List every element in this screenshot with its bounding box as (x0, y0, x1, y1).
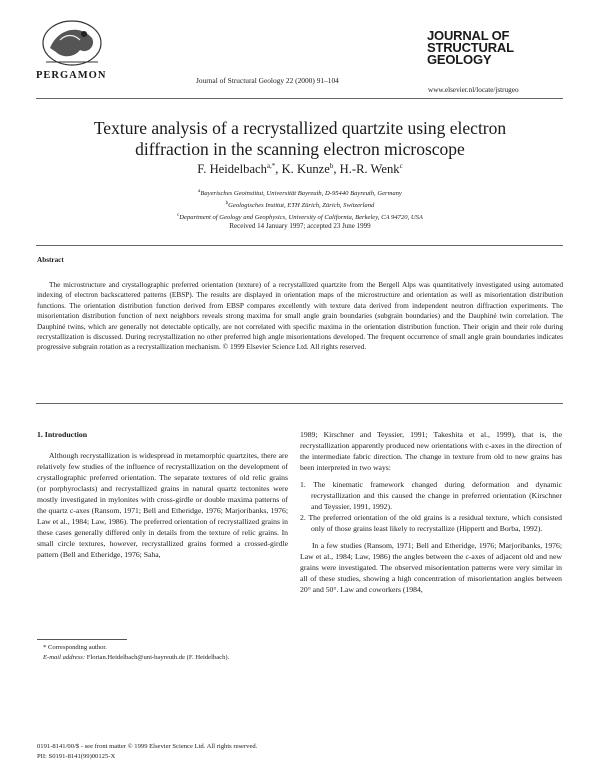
email-address[interactable]: Florian.Heidelbach@uni-bayreuth.de (F. Heidelbach). (86, 654, 230, 661)
footnote (37, 643, 288, 663)
journal-logo-line: GEOLOGY (427, 52, 492, 67)
body-paragraph: In a few studies (Ransom, 1971; Bell and Etheridge, 1976; Marjoribanks, 1976; Law et al., 1984; Law, 1986) the angles between the c-axes of adjacent old and new grains were investigated. The observed misorientation patterns were very similar in all of these studies, showing a high concentration of misorientation angles between 20° and 50°. Law and coworkers (1984, (300, 541, 562, 594)
section-heading: 1. Introduction (37, 430, 88, 439)
pergamon-seal-logo (40, 18, 104, 68)
author-sup: a,* (266, 162, 276, 170)
intro-paragraph: Although recrystallization is widespread in metamorphic quartzites, there are relatively few studies of the influence of recrystallization on the development of crystallographic preferred orientation. The separate textures of old relic grains (or porphyroclasts) and recrystallized grains in natural quartz tectonites were mostly investigated in mylonites with cross-girdle or double maxima patterns of the quartz c-axes (Ransom, 1971; Bell and Etheridge, 1976; Marjoribanks, 1976; Law et al., 1984; Law, 1986). The preferred orientation of recrystallized grains in these cases generally differed only in details from the texture of relic grains. In small circle textures, however, recrystallized grains formed a crossed-girdle pattern (Bell and Etheridge, 1976; Saha, (37, 451, 288, 559)
footnote-rule (37, 639, 127, 640)
author-name: H.-R. Wenk (339, 162, 400, 177)
author-name: F. Heidelbach (197, 162, 267, 177)
title-line: Texture analysis of a recrystallized quartzite using electron (93, 118, 507, 138)
issn-line: 0191-8141/00/$ - see front matter © 1999 Elsevier Science Ltd. All rights reserved. (37, 743, 258, 750)
article-title (40, 118, 560, 160)
abstract-top-rule (36, 245, 563, 246)
intro-continued: 1989; Kirschner and Teyssier, 1991; Takeshita et al., 1999), that is, the recrystallization apparently produced new orientations with c-axes in the direction of the intermediate fabric direction. The change in texture from old to new grains has been interpreted in two ways: (300, 430, 562, 472)
list-item: 1. The kinematic framework changed during deformation and dynamic recrystallization and this caused the change in preferred orientation (Kirschner and Teyssier, 1991, 1992). (300, 480, 563, 511)
affiliation: $^c$Department of Geology and Geophysics, University of California, Berkeley, CA 94720, USA (177, 212, 423, 221)
journal-logo (427, 30, 514, 66)
email-label: E-mail address: (43, 654, 86, 661)
affiliations (40, 187, 560, 222)
page-footer (37, 742, 257, 762)
header-rule (36, 98, 563, 99)
received-dates: Received 14 January 1997; accepted 23 June 1999 (229, 222, 371, 230)
author-sup: c (399, 162, 403, 170)
author-name: K. Kunze (281, 162, 330, 177)
journal-logo-line: JOURNAL OF (427, 28, 510, 43)
publisher-name: PERGAMON (36, 70, 107, 81)
list-item: 2. The preferred orientation of the old grains is a residual texture, which consisted only of those grains least likely to recrystallize (Hippertt and Borba, 1992). (300, 513, 562, 533)
author-sup: b (329, 162, 334, 170)
corresponding-author-note: * Corresponding author. (43, 644, 107, 651)
journal-logo-line: STRUCTURAL (427, 40, 514, 55)
pii-line: PII: S0191-8141(99)00125-X (37, 752, 116, 760)
title-line: diffraction in the scanning electron microscope (135, 139, 465, 159)
author-list: F. Heidelbach$^{a,*}$, K. Kunze$^b$, H.-R. Wenk$^c$ (197, 162, 403, 177)
right-column (300, 429, 562, 595)
abstract-heading: Abstract (37, 256, 64, 264)
abstract-bottom-rule (36, 403, 563, 404)
journal-citation: Journal of Structural Geology 22 (2000) 91–104 (196, 76, 339, 85)
affiliation: $^b$Geologisches Institut, ETH Zürich, Zürich, Switzerland (225, 200, 375, 209)
left-column (37, 429, 288, 560)
abstract-text: The microstructure and crystallographic preferred orientation (texture) of a recrystallized quartzite from the Bergell Alps was quantitatively investigated using automated indexing of electron backscattered patterns (EBSP). The results are displayed in orientation maps of the microstructure and orientation as well as misorientation distribution functions. The orientation distribution function derived from EBSP compares excellently with texture data derived from independent neutron diffraction experiments. The misorientation distribution function of next neighbors reveals strong maxima for small angle grain boundaries (subgrain boundaries) and the Dauphiné twin correlation. The Dauphiné twins, which are generally not detectable optically, are not correlated with specific maxima in the orientation distribution function. Their origin and their role during recrystallization is discussed. During recrystallization no other preferred high angle misorientations developed. The frequent occurrence of small angle grain boundaries indicates progressive subgrain rotation as a recrystallization mechanism. © 1999 Elsevier Science Ltd. All rights reserved. (37, 280, 563, 352)
affiliation: $^a$Bayerisches Geoinstitut, Universität Bayreuth, D-95440 Bayreuth, Germany (198, 189, 402, 198)
journal-url[interactable]: www.elsevier.nl/locate/jstrugeo (428, 86, 519, 94)
